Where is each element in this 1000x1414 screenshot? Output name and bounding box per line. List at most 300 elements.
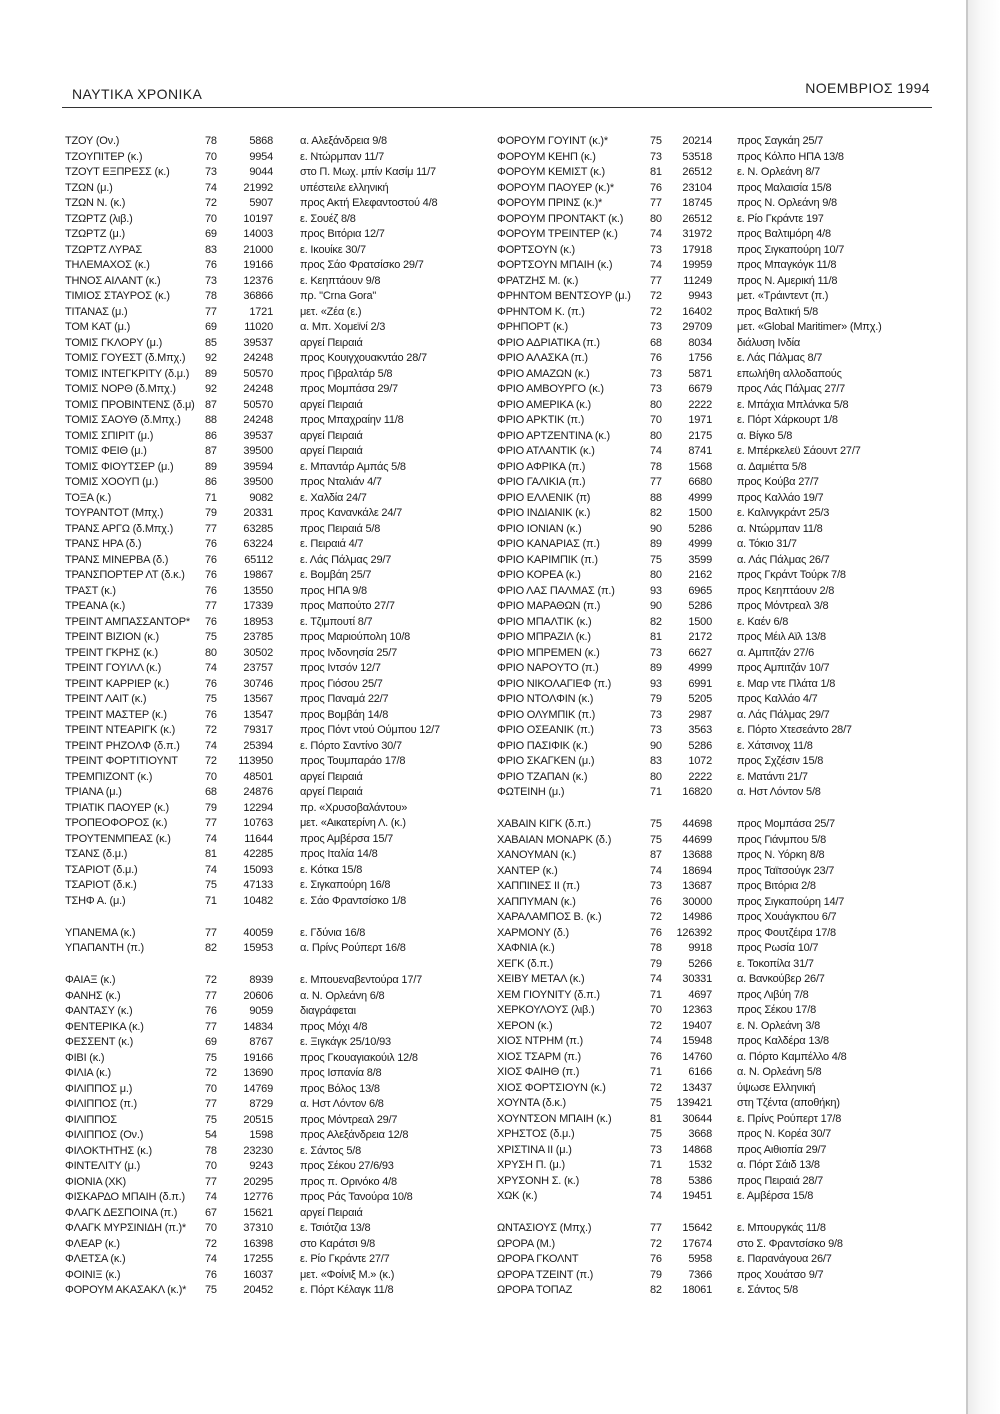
ship-name: ΧΙΟΣ ΦΟΡΤΣΙΟΥΝ (κ.) <box>497 1081 606 1094</box>
tonnage: 1971 <box>688 414 712 426</box>
ship-name: ΥΠΑΝΕΜΑ (κ.) <box>65 926 136 939</box>
build-year: 79 <box>205 507 217 519</box>
tonnage: 15948 <box>682 1035 712 1047</box>
build-year: 72 <box>650 911 662 923</box>
voyage-status: αργεί Πειραιά <box>300 786 363 798</box>
ship-entry <box>65 1097 505 1113</box>
ship-name: ΦΡΙΟ ΑΔΡΙΑΤΙΚΑ (π.) <box>497 336 600 349</box>
tonnage: 11249 <box>683 274 712 287</box>
voyage-status: προς Μπαχραίην 11/8 <box>300 414 404 426</box>
build-year: 88 <box>205 414 217 426</box>
tonnage: 20214 <box>682 135 712 147</box>
tonnage: 1721 <box>249 305 273 318</box>
voyage-status: προς Κεηπτάουν 2/8 <box>737 584 835 597</box>
ship-name: ΧΑΦΝΙΑ (κ.) <box>497 942 555 954</box>
ship-entry <box>65 258 505 274</box>
ship-entry <box>65 801 505 817</box>
tonnage: 36866 <box>243 290 273 302</box>
tonnage: 18953 <box>243 615 273 628</box>
tonnage: 1072 <box>688 755 712 767</box>
build-year: 82 <box>650 615 662 628</box>
ship-name: ΦΡΙΟ ΑΦΡΙΚΑ (π.) <box>497 460 586 473</box>
ship-name: ΤΖΩΝ (μ.) <box>65 181 113 194</box>
tonnage: 63224 <box>243 538 273 550</box>
ship-name: ΤΙΤΑΝΑΣ (μ.) <box>65 305 128 318</box>
voyage-status: στο Σ. Φραντσίσκο 9/8 <box>737 1237 843 1250</box>
tonnage: 113950 <box>238 755 273 767</box>
voyage-status: α. Λάς Πάλμας 26/7 <box>737 553 830 566</box>
tonnage: 9918 <box>688 942 712 954</box>
build-year: 78 <box>650 460 662 473</box>
ship-name: ΧΩΚ (κ.) <box>497 1190 538 1202</box>
voyage-status: προς Γκουαγιακούιλ 12/8 <box>300 1051 418 1064</box>
ship-entry <box>65 1190 505 1206</box>
tonnage: 16037 <box>243 1268 273 1281</box>
tonnage: 18061 <box>682 1284 712 1296</box>
ship-name: ΦΙΛΙΑ (κ.) <box>65 1067 111 1079</box>
voyage-status: προς Βομβάη 14/8 <box>300 708 389 721</box>
voyage-status: προς Σέκου 27/6/93 <box>300 1160 394 1172</box>
ship-name: ΦΡΙΟ ΜΠΑΛΤΙΚ (κ.) <box>497 615 592 628</box>
build-year: 73 <box>205 166 217 178</box>
ship-entry <box>65 1113 505 1129</box>
ship-name: ΤΟΜΙΣ ΣΑΟΥΘ (δ.Μπχ.) <box>65 414 181 426</box>
tonnage: 5286 <box>688 522 712 535</box>
ship-entry <box>65 274 505 290</box>
ship-name: ΤΡΕΜΠΙΖΟΝΤ (κ.) <box>65 770 153 783</box>
tonnage: 17339 <box>243 600 273 612</box>
header-rule <box>62 107 932 108</box>
ship-name: ΦΙΛΟΚΤΗΤΗΣ (κ.) <box>65 1144 152 1157</box>
ship-name: ΧΟΥΝΤΑ (δ.κ.) <box>497 1097 566 1109</box>
tonnage: 20515 <box>243 1113 273 1126</box>
build-year: 76 <box>205 708 217 721</box>
build-year: 73 <box>650 243 662 256</box>
tonnage: 30331 <box>682 973 712 985</box>
ship-name: ΤΖΩΡΤΖ (μ.) <box>65 228 126 240</box>
build-year: 78 <box>650 1174 662 1187</box>
ship-entry <box>497 1252 937 1268</box>
ship-entry <box>65 1159 505 1175</box>
ship-entry <box>65 181 505 197</box>
ship-name: ΦΟΡΟΥΜ ΚΕΗΠ (κ.) <box>497 150 596 163</box>
voyage-status: ε. Μαρ ντε Πλάτα 1/8 <box>737 677 836 690</box>
voyage-status: προς Ιντσόν 12/7 <box>300 662 381 674</box>
build-year: 75 <box>205 1051 217 1064</box>
voyage-status: επωλήθη αλλοδαπούς <box>737 367 842 380</box>
build-year: 73 <box>650 321 662 333</box>
ship-name: ΦΙΝΤΕΛΙΤΥ (μ.) <box>65 1160 141 1172</box>
build-year: 71 <box>650 988 662 1001</box>
build-year: 80 <box>650 398 662 411</box>
ship-name: ΤΡΑΝΣ ΑΡΓΩ (δ.Μπχ.) <box>65 522 174 535</box>
tonnage: 23104 <box>682 181 712 194</box>
tonnage: 4697 <box>688 988 712 1001</box>
ship-entry <box>497 553 937 569</box>
ship-name: ΧΑΝΟΥΜΑΝ (κ.) <box>497 849 576 861</box>
voyage-status: προς Νταλιάν 4/7 <box>300 476 382 488</box>
build-year: 70 <box>205 770 217 783</box>
ship-name: ΦΟΙΝΙΞ (κ.) <box>65 1268 121 1281</box>
tonnage: 30502 <box>243 646 273 659</box>
ship-entry <box>497 1221 937 1237</box>
ship-name: ΤΡΑΝΣ ΜΙΝΕΡΒΑ (δ.) <box>65 553 169 566</box>
ship-name: ΤΟΜΙΣ ΠΡΟΒΙΝΤΕΝΣ (δ.μ) <box>65 398 195 411</box>
build-year: 71 <box>205 491 217 504</box>
ship-entry <box>497 181 937 197</box>
build-year: 86 <box>205 476 217 488</box>
ship-name: ΧΑΠΠΥΜΑΝ (κ.) <box>497 895 576 908</box>
tonnage: 6991 <box>688 677 712 690</box>
build-year: 69 <box>205 228 217 240</box>
build-year: 70 <box>205 150 217 163</box>
tonnage: 26512 <box>682 166 712 178</box>
tonnage: 20331 <box>243 507 273 519</box>
tonnage: 65112 <box>244 553 273 566</box>
voyage-status: ε. Σάντος 5/8 <box>737 1284 799 1296</box>
voyage-status: προς Μαπούτο 27/7 <box>300 600 395 612</box>
ship-entry <box>65 754 505 770</box>
ship-name: ΤΡΕΙΝΤ ΜΑΣΤΕΡ (κ.) <box>65 708 167 721</box>
build-year: 75 <box>205 1113 217 1126</box>
ship-entry <box>65 1020 505 1036</box>
tonnage: 9082 <box>249 491 273 504</box>
build-year: 74 <box>205 832 217 845</box>
ship-name: ΧΡΥΣΟΝΗ Σ. (κ.) <box>497 1174 580 1187</box>
ship-entry <box>65 630 505 646</box>
voyage-status: ε. Βομβάη 25/7 <box>300 569 372 581</box>
tonnage: 20452 <box>243 1284 273 1296</box>
ship-entry <box>497 367 937 383</box>
voyage-status: ε. Γδύνια 16/8 <box>300 926 366 939</box>
ship-name: ΦΟΡΤΣΟΥΝ (κ.) <box>497 243 576 256</box>
tonnage: 18745 <box>682 197 712 209</box>
tonnage: 4999 <box>688 662 712 674</box>
voyage-status: προς Σιγκαπούρη 14/7 <box>737 895 845 908</box>
voyage-status: προς Μόντρεαλ 29/7 <box>300 1113 398 1126</box>
build-year: 82 <box>650 507 662 519</box>
ship-entry <box>497 1019 937 1035</box>
ship-entry <box>497 972 937 988</box>
ship-entry <box>65 646 505 662</box>
ship-name: ΦΙΣΚΑΡΔΟ ΜΠΑΙΗ (δ.π.) <box>65 1191 186 1203</box>
build-year: 76 <box>205 569 217 581</box>
tonnage: 26512 <box>682 212 712 225</box>
ship-entry <box>65 739 505 755</box>
ship-name: ΧΕΓΚ (δ.π.) <box>497 957 554 970</box>
build-year: 89 <box>205 367 217 380</box>
tonnage: 10197 <box>243 212 273 225</box>
tonnage: 4999 <box>688 491 712 504</box>
build-year: 74 <box>205 662 217 674</box>
ship-entry <box>65 584 505 600</box>
voyage-status: προς Καλλάο 19/7 <box>737 491 824 504</box>
build-year: 79 <box>650 693 662 705</box>
build-year: 76 <box>205 677 217 690</box>
voyage-status: ε. Χάτσινοχ 11/8 <box>737 739 813 752</box>
issue-date: ΝΟΕΜΒΡΙΟΣ 1994 <box>805 80 930 96</box>
tonnage: 8767 <box>249 1036 273 1048</box>
voyage-status: ε. Αμβέρσα 15/8 <box>737 1190 814 1202</box>
voyage-status: προς Ν. Αμερική 11/8 <box>737 274 838 287</box>
voyage-status: ε. Ντώρμπαν 11/7 <box>300 150 385 163</box>
tonnage: 24248 <box>243 414 273 426</box>
ship-entry <box>65 708 505 724</box>
voyage-status: προς Μπαγκόγκ 11/8 <box>737 259 837 271</box>
tonnage: 19166 <box>243 1051 273 1064</box>
voyage-status: ε. Σάο Φραντσίσκο 1/8 <box>300 894 407 907</box>
ship-entry <box>497 537 937 553</box>
voyage-status: προς Γιόσου 25/7 <box>300 677 383 690</box>
ship-name: ΦΛΕΑΡ (κ.) <box>65 1237 120 1250</box>
voyage-status: μετ. «Φοίνιξ Μ.» (κ.) <box>300 1268 395 1281</box>
build-year: 80 <box>650 429 662 442</box>
tonnage: 5868 <box>249 135 273 147</box>
ship-entry <box>497 227 937 243</box>
ship-entry <box>65 150 505 166</box>
build-year: 71 <box>650 1066 662 1078</box>
ship-entry <box>497 382 937 398</box>
voyage-status: αργεί Πειραιά <box>300 770 363 783</box>
tonnage: 1568 <box>688 460 712 473</box>
voyage-status: α. Αμπιτζάν 27/6 <box>737 646 815 659</box>
tonnage: 8034 <box>688 336 712 349</box>
tonnage: 9954 <box>249 150 273 163</box>
ship-entry <box>65 506 505 522</box>
tonnage: 14986 <box>682 911 712 923</box>
tonnage: 44698 <box>682 818 712 830</box>
ship-entry <box>497 460 937 476</box>
ship-name: ΦΟΡΟΥΜ ΑΚΑΣΑΚΛ (κ.)* <box>65 1284 187 1296</box>
ship-entry <box>497 615 937 631</box>
voyage-status: ε. Σιγκαπούρη 16/8 <box>300 879 391 891</box>
right-column <box>497 134 937 1299</box>
ship-name: ΤΖΩΡΤΖ (λιβ.) <box>65 212 133 225</box>
voyage-status: μετ. «Ζέα (ε.) <box>300 305 362 318</box>
voyage-status: προς Πειραιά 28/7 <box>737 1174 824 1187</box>
ship-entry <box>65 165 505 181</box>
voyage-status: προς Ταϊτσούγκ 23/7 <box>737 864 835 877</box>
tonnage: 3563 <box>688 724 712 736</box>
tonnage: 8741 <box>688 445 712 457</box>
ship-name: ΧΟΥΝΤΣΟΝ ΜΠΑΙΗ (κ.) <box>497 1112 612 1125</box>
tonnage: 13550 <box>243 584 273 597</box>
ship-entry <box>497 739 937 755</box>
ship-entry <box>497 895 937 911</box>
ship-entry <box>497 398 937 414</box>
tonnage: 1532 <box>688 1159 712 1171</box>
build-year: 74 <box>650 864 662 877</box>
ship-name: ΤΡΕΙΝΤ ΑΜΠΑΣΣΑΝΤΟΡ* <box>65 615 190 628</box>
tonnage: 5958 <box>688 1253 712 1265</box>
ship-name: ΦΡΙΟ ΚΑΡΙΜΠΙΚ (π.) <box>497 553 598 566</box>
build-year: 76 <box>650 1253 662 1265</box>
voyage-status: α. Βίγκο 5/8 <box>737 429 793 442</box>
tonnage: 15621 <box>243 1206 273 1219</box>
ship-name: ΧΕΜ ΓΙΟΥΝΙΤΥ (δ.π.) <box>497 988 600 1001</box>
ship-entry <box>497 475 937 491</box>
ship-name: ΤΡΙΑΝΑ (μ.) <box>65 786 122 798</box>
voyage-status: προς Ρωσία 10/7 <box>737 942 819 954</box>
ship-name: ΤΙΜΙΟΣ ΣΤΑΥΡΟΣ (κ.) <box>65 290 170 302</box>
voyage-status: ε. Κεηπτάουν 9/8 <box>300 274 381 287</box>
build-year: 77 <box>650 476 662 488</box>
ship-name: ΦΩΤΕΙΝΗ (μ.) <box>497 786 565 798</box>
ship-entry <box>497 630 937 646</box>
tonnage: 7366 <box>688 1268 712 1281</box>
build-year: 74 <box>205 1253 217 1265</box>
voyage-status: προς Πειραιά 5/8 <box>300 522 381 535</box>
ship-entry <box>65 1051 505 1067</box>
tonnage: 23785 <box>243 631 273 643</box>
ship-entry <box>497 1112 937 1128</box>
tonnage: 24248 <box>243 383 273 395</box>
tonnage: 42285 <box>243 848 273 860</box>
build-year: 72 <box>650 290 662 302</box>
ship-name: ΦΙΛΙΠΠΟΣ (Ον.) <box>65 1129 144 1141</box>
build-year: 76 <box>205 615 217 628</box>
voyage-status: ε. Ξιγκάγκ 25/10/93 <box>300 1036 391 1048</box>
build-year: 74 <box>650 445 662 457</box>
ship-name: ΦΛΑΓΚ ΜΥΡΣΙΝΙΔΗ (π.)* <box>65 1222 187 1234</box>
tonnage: 3599 <box>688 553 712 566</box>
tonnage: 10763 <box>243 817 273 829</box>
build-year: 81 <box>650 166 662 178</box>
ship-entry <box>65 989 505 1005</box>
ship-entry <box>65 1004 505 1020</box>
build-year: 77 <box>205 305 217 318</box>
ship-name: ΤΟΥΡΑΝΤΟΤ (Μπχ.) <box>65 507 164 519</box>
tonnage: 13688 <box>682 849 712 861</box>
build-year: 81 <box>650 1112 662 1125</box>
build-year: 81 <box>650 631 662 643</box>
voyage-status: προς Λάς Πάλμας 27/7 <box>737 383 846 395</box>
tonnage: 30644 <box>682 1112 712 1125</box>
ship-name: ΤΟΜΙΣ ΓΚΛΟΡΥ (μ.) <box>65 336 163 349</box>
ship-name: ΦΡΑΤΖΗΣ Μ. (κ.) <box>497 274 579 287</box>
tonnage: 48501 <box>243 770 273 783</box>
ship-name: ΧΑΒΑΙΝ ΚΙΓΚ (δ.π.) <box>497 818 591 830</box>
voyage-status: ε. Λάς Πάλμας 8/7 <box>737 352 823 364</box>
tonnage: 30000 <box>682 895 712 908</box>
ship-name: ΦΡΙΟ ΑΡΚΤΙΚ (π.) <box>497 414 585 426</box>
voyage-status: ε. Σάντος 5/8 <box>300 1144 362 1157</box>
tonnage: 47133 <box>243 879 273 891</box>
build-year: 76 <box>650 1050 662 1063</box>
ship-entry <box>497 336 937 352</box>
ship-entry <box>497 491 937 507</box>
ship-name: ΤΡΑΣΤ (κ.) <box>65 584 116 597</box>
build-year: 75 <box>205 693 217 705</box>
voyage-status: αργεί Πειραιά <box>300 1206 363 1219</box>
ship-name: ΦΡΙΟ ΑΤΛΑΝΤΙΚ (κ.) <box>497 445 595 457</box>
build-year: 77 <box>205 989 217 1002</box>
tonnage: 6680 <box>688 476 712 488</box>
ship-name: ΦΡΙΟ ΤΖΑΠΑΝ (κ.) <box>497 770 588 783</box>
build-year: 80 <box>205 646 217 659</box>
ship-name: ΧΕΡΚΟΥΛΟΥΣ (λιβ.) <box>497 1004 595 1016</box>
tonnage: 1756 <box>688 352 712 364</box>
build-year: 82 <box>650 1284 662 1296</box>
ship-entry <box>497 848 937 864</box>
ship-name: ΦΡΙΟ ΟΣΕΑΝΙΚ (π.) <box>497 724 594 736</box>
build-year: 74 <box>205 739 217 752</box>
ship-name: ΤΗΝΟΣ ΑΙΛΑΝΤ (κ.) <box>65 274 161 287</box>
ship-entry <box>497 1237 937 1253</box>
ship-entry <box>497 165 937 181</box>
ship-entry <box>65 1035 505 1051</box>
voyage-status: προς Αιθιοπία 29/7 <box>737 1143 827 1156</box>
build-year: 74 <box>650 1035 662 1047</box>
ship-name: ΤΗΛΕΜΑΧΟΣ (κ.) <box>65 259 150 271</box>
ship-entry <box>497 243 937 259</box>
tonnage: 31972 <box>682 228 712 240</box>
ship-name: ΤΡΕΑΝΑ (κ.) <box>65 600 126 612</box>
tonnage: 19451 <box>682 1190 712 1202</box>
build-year: 70 <box>205 212 217 225</box>
build-year: 75 <box>650 1128 662 1140</box>
tonnage: 6965 <box>688 584 712 597</box>
build-year: 77 <box>205 1175 217 1188</box>
ship-entry <box>497 817 937 833</box>
voyage-status: ε. Λάς Πάλμας 29/7 <box>300 553 392 566</box>
ship-name: ΦΟΡΟΥΜ ΚΕΜΙΣΤ (κ.) <box>497 166 605 178</box>
voyage-status: προς Ινδονησία 25/7 <box>300 646 397 659</box>
voyage-status: ε. Πόρτ Κέλαγκ 11/8 <box>300 1284 394 1296</box>
ship-name: ΤΣΑΡΙΟΤ (δ.κ.) <box>65 879 137 891</box>
ship-name: ΦΕΣΣΕΝΤ (κ.) <box>65 1036 134 1048</box>
ship-name: ΦΡΙΟ ΓΑΛΙΚΙΑ (π.) <box>497 476 586 488</box>
ship-name: ΤΡΕΙΝΤ ΦΟΡΤΙΤΙΟΥΝΤ <box>65 755 178 767</box>
build-year: 75 <box>650 553 662 566</box>
tonnage: 1500 <box>688 615 712 628</box>
ship-name: ΦΡΙΟ ΕΛΛΕΝΙΚ (π) <box>497 491 591 504</box>
build-year: 70 <box>650 1004 662 1016</box>
ship-name: ΤΟΜΙΣ ΧΟΟΥΠ (μ.) <box>65 476 159 488</box>
build-year: 74 <box>650 1190 662 1202</box>
ship-entry <box>65 878 505 894</box>
voyage-status: στο Καράτσι 9/8 <box>300 1237 376 1250</box>
ship-entry <box>497 599 937 615</box>
voyage-status: προς Τουμπαράο 17/8 <box>300 755 406 767</box>
ship-name: ΧΕΡΟΝ (κ.) <box>497 1019 553 1032</box>
voyage-status: προς Βαλτιμόρη 4/8 <box>737 228 831 240</box>
ship-entry <box>497 413 937 429</box>
voyage-status: προς Βιτόρια 12/7 <box>300 228 385 240</box>
tonnage: 39537 <box>243 336 273 349</box>
ship-name: ΦΡΗΝΤΟΜ Κ. (π.) <box>497 305 585 318</box>
ship-entry <box>65 692 505 708</box>
voyage-status: ε. Πόρτ Χάρκουρτ 1/8 <box>737 414 838 426</box>
group-spacer <box>65 957 505 974</box>
build-year: 90 <box>650 522 662 535</box>
ship-entry <box>497 444 937 460</box>
voyage-status: μετ. «Αικατερίνη Λ. (κ.) <box>300 817 406 829</box>
voyage-status: προς Παναμά 22/7 <box>300 693 389 705</box>
tonnage: 50570 <box>243 398 273 411</box>
voyage-status: προς Κόλπο ΗΠΑ 13/8 <box>737 150 844 163</box>
ship-entry <box>65 1175 505 1191</box>
voyage-status: διάλυση Ινδία <box>737 336 801 349</box>
voyage-status: αργεί Πειραιά <box>300 336 363 349</box>
tonnage: 2175 <box>688 429 712 442</box>
tonnage: 19407 <box>682 1019 712 1032</box>
ship-name: ΦΡΙΟ ΜΠΡΕΜΕΝ (κ.) <box>497 646 600 659</box>
ship-name: ΦΑΝΗΣ (κ.) <box>65 989 121 1002</box>
voyage-status: προς Φουτζέιρα 17/8 <box>737 926 836 939</box>
ship-entry <box>65 1252 505 1268</box>
ship-entry <box>65 723 505 739</box>
